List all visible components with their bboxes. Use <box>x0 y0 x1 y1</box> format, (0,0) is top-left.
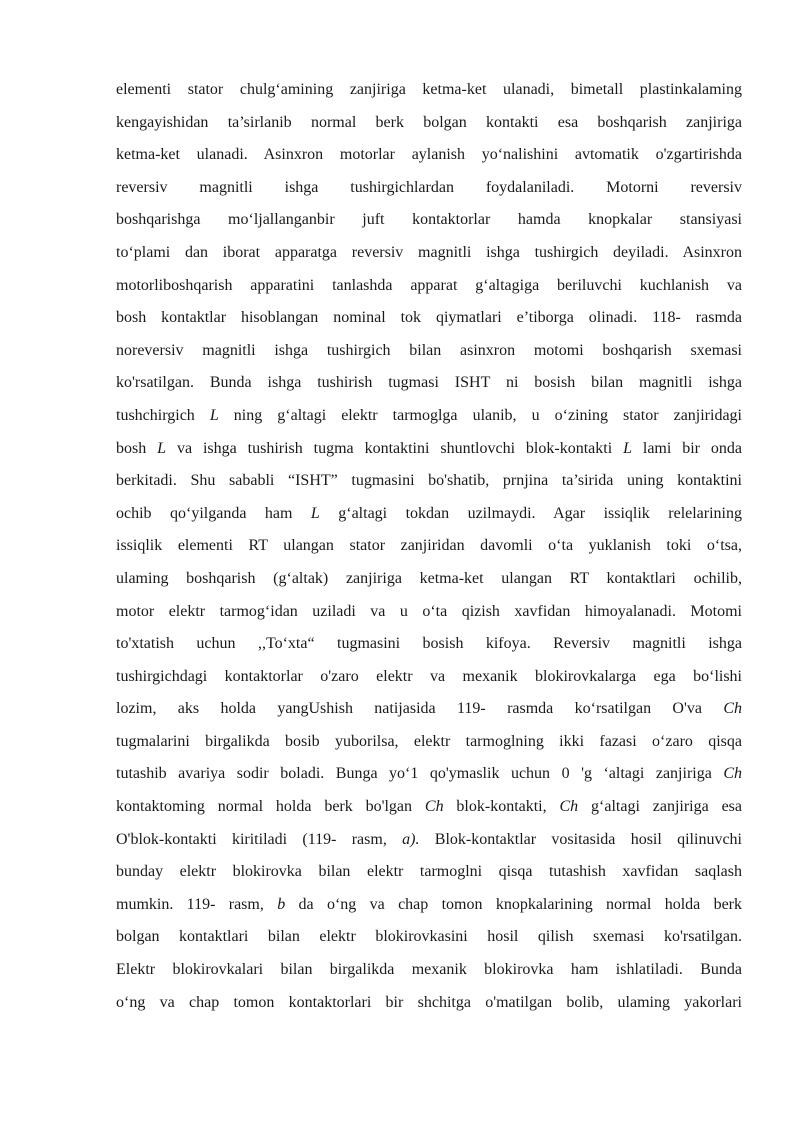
text-line: bolgan kontaktlari bilan elektr blokirovkasini hosil qilish sxemasi ko'rsatilgan. <box>116 928 742 946</box>
italic-symbol: Ch <box>424 798 444 816</box>
text-line: O'blok-kontakti kiritiladi (119- rasm, a). Blok-kontaktlar vositasida hosil qilinuvchi <box>116 830 742 848</box>
text-line: elementi stator chulg‘amining zanjiriga ketma-ket ulanadi, bimetall plastinkalaming <box>116 81 742 98</box>
text-line: to‘plami dan iborat apparatga reversiv magnitli ishga tushirgich deyiladi. Asinxron <box>116 243 742 261</box>
italic-symbol: Ch <box>723 765 742 783</box>
text-line: ketma-ket ulanadi. Asinxron motorlar aylanish yo‘nalishini avtomatik o'zgartirishda <box>116 146 742 164</box>
italic-symbol: Ch <box>723 700 742 718</box>
text-line: ko'rsatilgan. Bunda ishga tushirish tugmasi ISHT ni bosish bilan magnitli ishga <box>116 374 742 392</box>
text-line: lozim, aks holda yangUshish natijasida 119- rasmda ko‘rsatilgan O'va Ch <box>116 700 742 718</box>
italic-symbol: Ch <box>559 798 579 816</box>
text-line: mumkin. 119- rasm, b da o‘ng va chap tomon knopkalarining normal holda berk <box>116 895 742 913</box>
body-text <box>116 74 742 1019</box>
text-line: ulaming boshqarish (g‘altak) zanjiriga ketma-ket ulangan RT kontaktlari ochilib, <box>116 569 742 587</box>
text-line: tugmalarini birgalikda bosib yuborilsa, elektr tarmoglning ikki fazasi o‘zaro qisqa <box>116 732 742 750</box>
text-line: motor elektr tarmog‘idan uziladi va u o‘ta qizish xavfidan himoyalanadi. Motomi <box>116 602 742 620</box>
text-line: to'xtatish uchun ,,To‘xta“ tugmasini bosish kifoya. Reversiv magnitli ishga <box>116 635 742 653</box>
italic-symbol: L <box>209 406 219 424</box>
italic-symbol: L <box>310 504 320 522</box>
italic-symbol: L <box>157 439 167 457</box>
text-line: bosh L va ishga tushirish tugma kontaktini shuntlovchi blok-kontakti L lami bir onda <box>116 439 742 457</box>
text-line: issiqlik elementi RT ulangan stator zanjiridan davomli o‘ta yuklanish toki o‘tsa, <box>116 537 742 555</box>
text-line: tushirgichdagi kontaktorlar o'zaro elektr va mexanik blokirovkalarga ega bo‘lishi <box>116 667 742 685</box>
text-line: reversiv magnitli ishga tushirgichlardan foydalaniladi. Motorni reversiv <box>116 178 742 196</box>
italic-symbol: a). <box>402 830 420 848</box>
text-line: kengayishidan ta’sirlanib normal berk bolgan kontakti esa boshqarish zanjiriga <box>116 113 742 131</box>
italic-symbol: L <box>623 439 632 457</box>
text-line: bosh kontaktlar hisoblangan nominal tok qiymatlari e’tiborga olinadi. 118- rasmda <box>116 309 742 327</box>
text-line: tushchirgich L ning g‘altagi elektr tarmoglga ulanib, u o‘zining stator zanjiridagi <box>116 406 742 424</box>
text-line: berkitadi. Shu sababli “ISHT” tugmasini bo'shatib, prnjina ta’sirida uning kontaktini <box>116 472 742 490</box>
text-line: kontaktoming normal holda berk bo'lgan Ch blok-kontakti, Ch g‘altagi zanjiriga esa <box>116 798 742 816</box>
text-line: noreversiv magnitli ishga tushirgich bilan asinxron motomi boshqarish sxemasi <box>116 341 742 359</box>
text-line: o‘ng va chap tomon kontaktorlari bir shchitga o'matilgan bolib, ulaming yakorlari <box>116 993 742 1011</box>
text-line: motorliboshqarish apparatini tanlashda apparat g‘altagiga beriluvchi kuchlanish va <box>116 276 742 294</box>
text-line: bunday elektr blokirovka bilan elektr tarmoglni qisqa tutashish xavfidan saqlash <box>116 863 742 881</box>
text-line: boshqarishga mo‘ljallanganbir juft kontaktorlar hamda knopkalar stansiyasi <box>116 211 742 229</box>
text-line: ochib qo‘yilganda ham L g‘altagi tokdan uzilmaydi. Agar issiqlik relelarining <box>116 504 742 522</box>
text-line: tutashib avariya sodir boladi. Bunga yo‘1 qo'ymaslik uchun 0 'g ‘altagi zanjiriga Ch <box>116 765 742 783</box>
italic-symbol: b <box>277 895 286 913</box>
text-line: Elektr blokirovkalari bilan birgalikda mexanik blokirovka ham ishlatiladi. Bunda <box>116 961 742 979</box>
